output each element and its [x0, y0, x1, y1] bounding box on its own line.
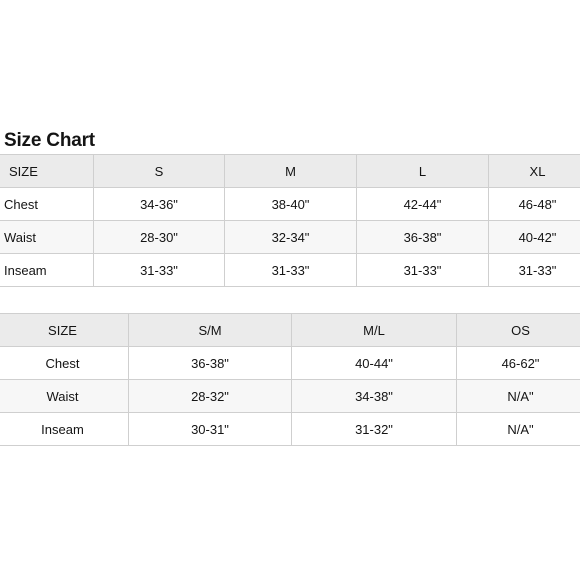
row-label-waist: Waist [0, 221, 94, 254]
table-header-row [0, 314, 580, 347]
header-cell-size: SIZE [0, 155, 94, 188]
row-label-chest: Chest [0, 347, 129, 380]
header-cell-os: OS [457, 314, 580, 347]
size-table-standard [0, 154, 580, 287]
table-cell: 42-44" [357, 188, 489, 221]
header-cell-size: SIZE [0, 314, 129, 347]
table-cell: 30-31" [129, 413, 292, 446]
header-cell-xl: XL [489, 155, 580, 188]
table-cell: 36-38" [357, 221, 489, 254]
table-cell: 34-36" [94, 188, 225, 221]
table-cell: 28-32" [129, 380, 292, 413]
table-cell: 46-48" [489, 188, 580, 221]
table-cell: N/A" [457, 380, 580, 413]
table-cell: 46-62" [457, 347, 580, 380]
table-cell: 31-33" [94, 254, 225, 287]
table-cell: 38-40" [225, 188, 357, 221]
table-row [0, 221, 580, 254]
header-cell-m: M [225, 155, 357, 188]
header-cell-s: S [94, 155, 225, 188]
header-cell-sm: S/M [129, 314, 292, 347]
table-cell: 40-44" [292, 347, 457, 380]
table-row [0, 380, 580, 413]
header-cell-l: L [357, 155, 489, 188]
row-label-inseam: Inseam [0, 413, 129, 446]
size-table-combined [0, 313, 580, 446]
table-row [0, 347, 580, 380]
table-cell: 31-32" [292, 413, 457, 446]
table-cell: 40-42" [489, 221, 580, 254]
table-row [0, 413, 580, 446]
table-row [0, 254, 580, 287]
row-label-inseam: Inseam [0, 254, 94, 287]
size-chart-title: Size Chart [4, 130, 95, 151]
row-label-waist: Waist [0, 380, 129, 413]
table-cell: 28-30" [94, 221, 225, 254]
table-row [0, 188, 580, 221]
table-header-row [0, 155, 580, 188]
row-label-chest: Chest [0, 188, 94, 221]
table-cell: 31-33" [357, 254, 489, 287]
table-cell: 34-38" [292, 380, 457, 413]
table-cell: 31-33" [489, 254, 580, 287]
table-cell: 32-34" [225, 221, 357, 254]
header-cell-ml: M/L [292, 314, 457, 347]
table-cell: 36-38" [129, 347, 292, 380]
table-cell: 31-33" [225, 254, 357, 287]
table-cell: N/A" [457, 413, 580, 446]
